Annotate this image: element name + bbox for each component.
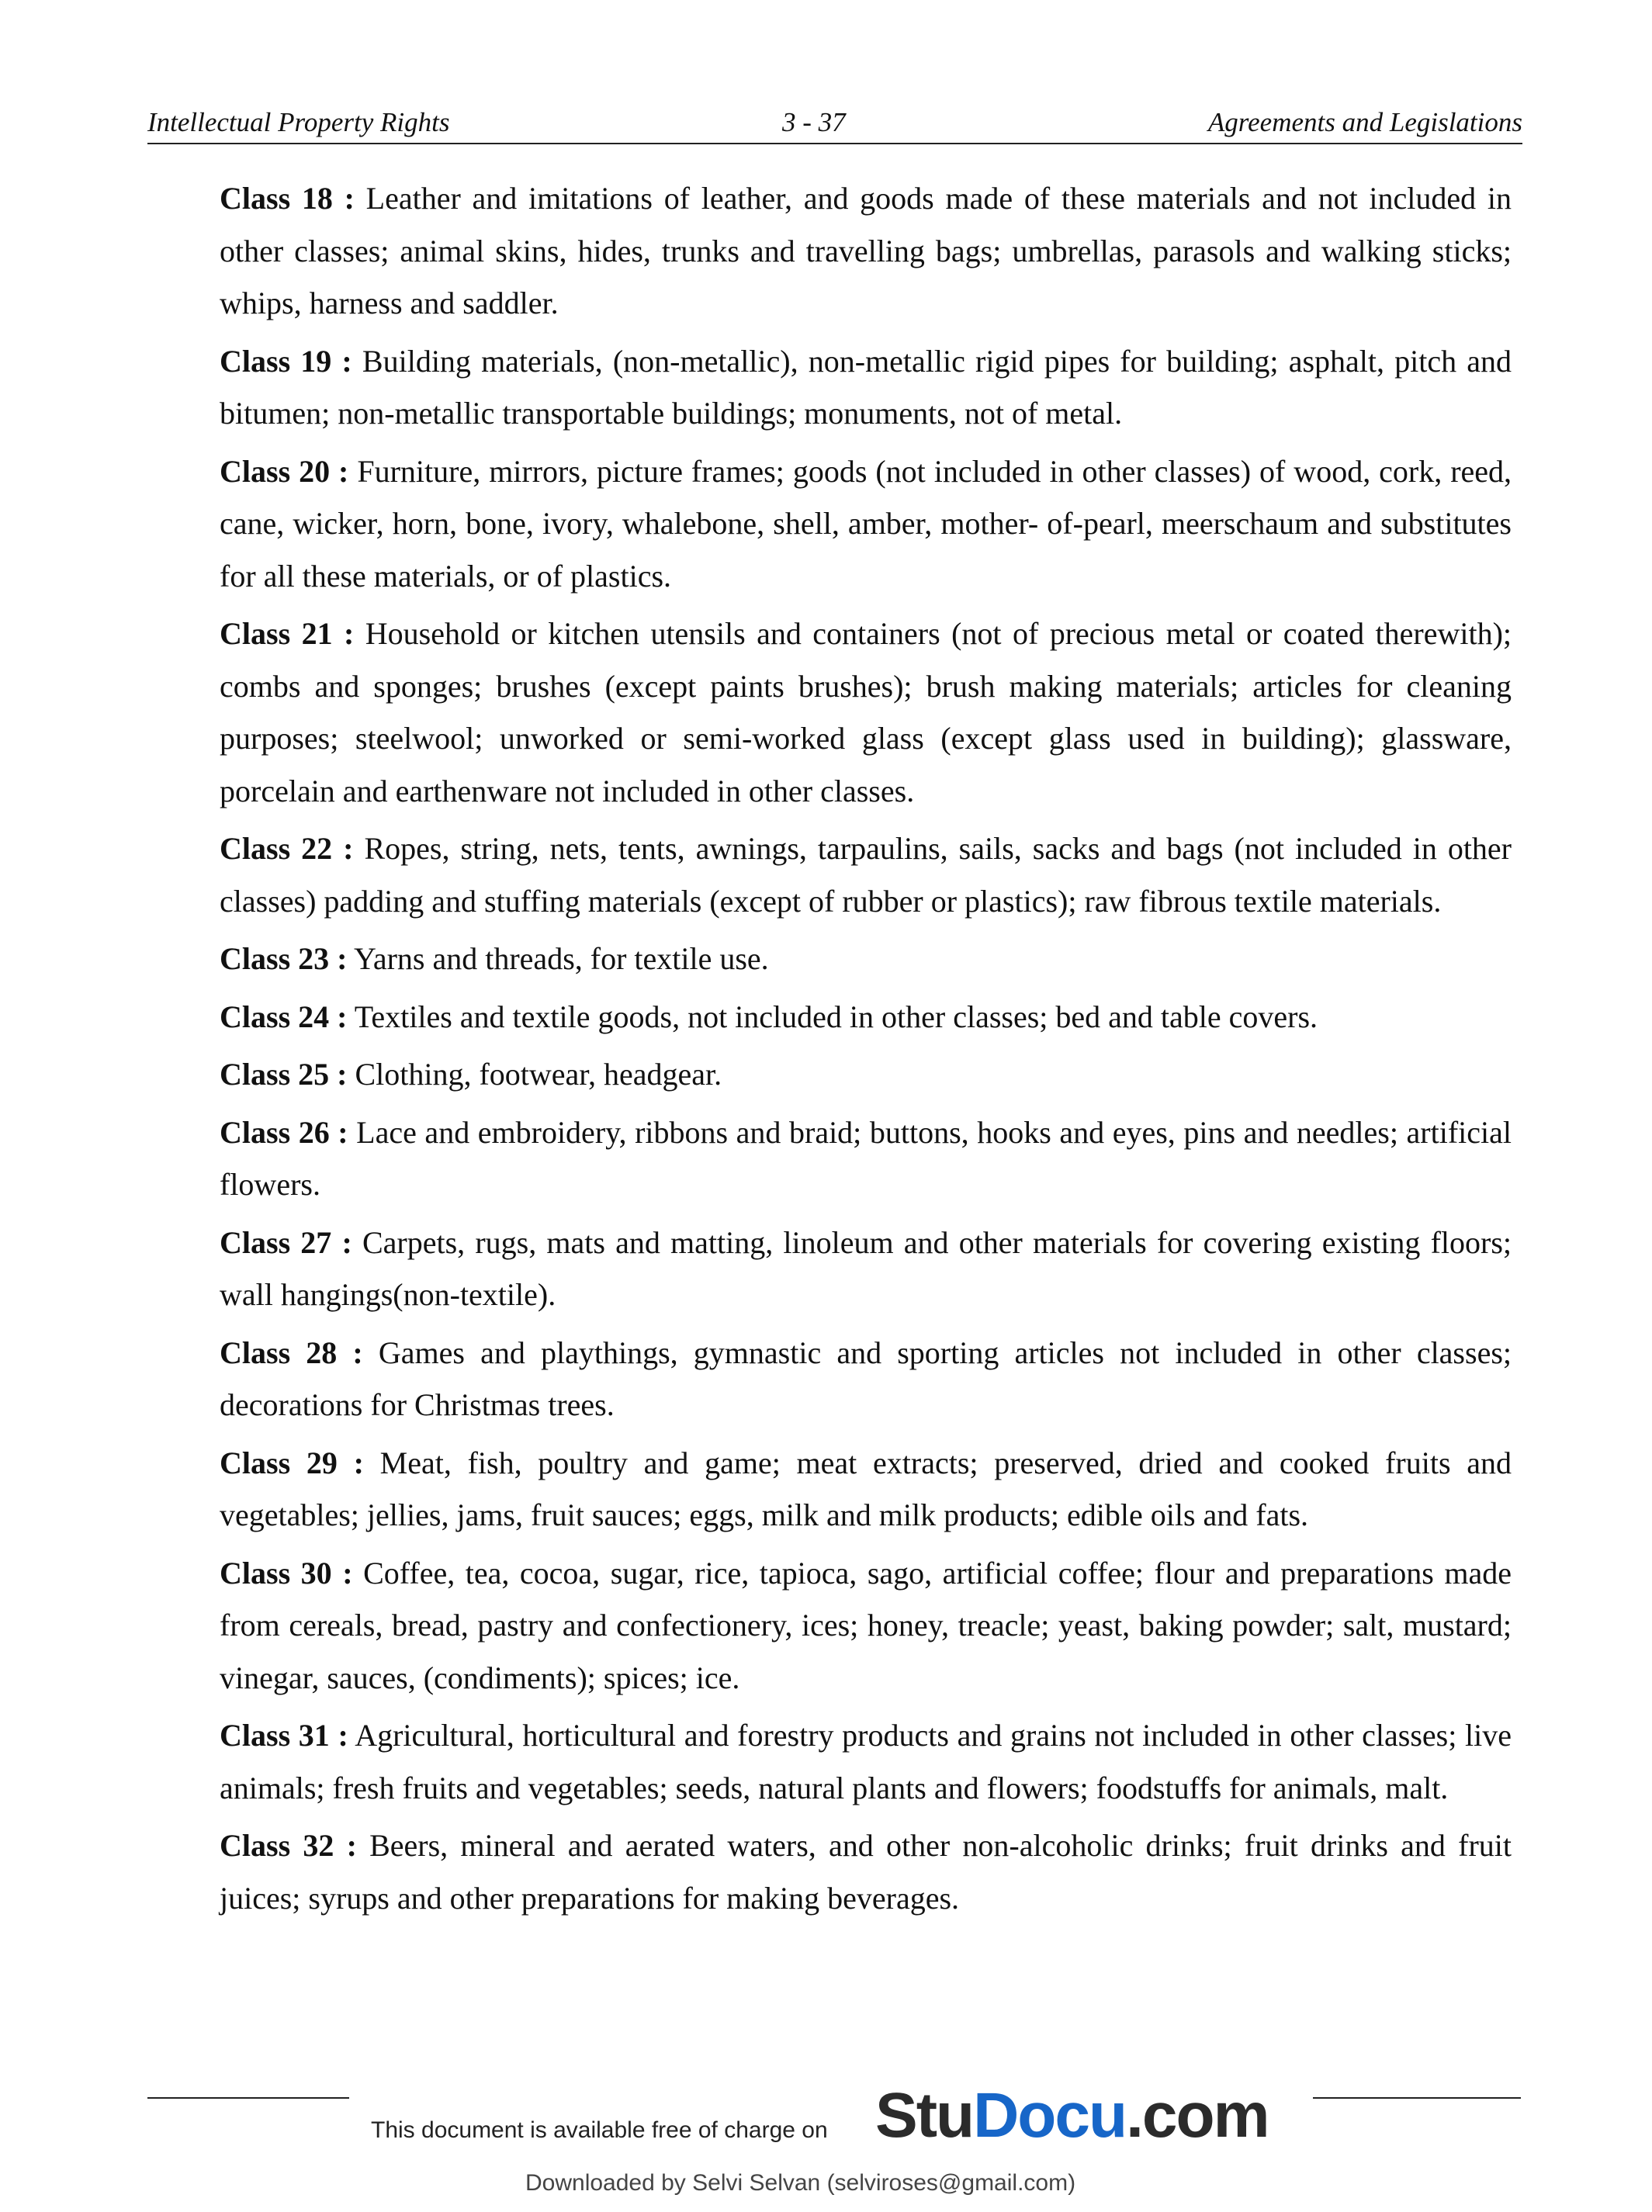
class-list <box>220 172 1512 1930</box>
class-label: Class 29 : <box>220 1445 364 1480</box>
class-description: Carpets, rugs, mats and matting, linoleum and other materials for covering existing floors; wall hangings(non-textile). <box>220 1224 1512 1312</box>
class-entry <box>220 991 1512 1044</box>
class-entry <box>220 1547 1512 1705</box>
class-description: Yarns and threads, for textile use. <box>353 941 769 976</box>
class-entry <box>220 608 1512 817</box>
class-label: Class 21 : <box>220 616 355 651</box>
class-label: Class 27 : <box>220 1224 352 1260</box>
logo-text-com: .com <box>1126 2080 1269 2151</box>
class-entry <box>220 1048 1512 1101</box>
class-label: Class 32 : <box>220 1828 357 1863</box>
class-label: Class 23 : <box>220 941 348 976</box>
class-description: Meat, fish, poultry and game; meat extracts; preserved, dried and cooked fruits and vegetables; jellies, jams, fruit sauces; eggs, milk and milk products; edible oils and fats. <box>220 1445 1512 1532</box>
class-entry <box>220 933 1512 985</box>
class-label: Class 26 : <box>220 1114 348 1150</box>
class-description: Furniture, mirrors, picture frames; goods (not included in other classes) of wood, cork, reed, cane, wicker, horn, bone, ivory, whalebone, shell, amber, mother- of-pearl, meerschaum and substitutes for all these materials, or of plastics. <box>220 453 1512 594</box>
studocu-logo[interactable] <box>875 2080 1269 2151</box>
class-description: Clothing, footwear, headgear. <box>355 1057 722 1092</box>
header-book-title: Intellectual Property Rights <box>147 107 450 137</box>
class-entry <box>220 822 1512 927</box>
class-description: Coffee, tea, cocoa, sugar, rice, tapioca, sago, artificial coffee; flour and preparations made from cereals, bread, pastry and confectionery, ices; honey, treacle; yeast, baking powder; salt, mustard; vinegar, sauces, (condiments); spices; ice. <box>220 1555 1512 1695</box>
class-description: Building materials, (non-metallic), non-metallic rigid pipes for building; asphalt, pitch and bitumen; non-metallic transportable buildings; monuments, not of metal. <box>220 343 1512 431</box>
class-description: Household or kitchen utensils and containers (not of precious metal or coated therewith); combs and sponges; brushes (except paints brushes); brush making materials; articles for cleaning purposes; steelwool; unworked or semi-worked glass (except glass used in building); glassware, porcelain and earthenware not included in other classes. <box>220 616 1512 808</box>
logo-text-docu: Docu <box>973 2080 1127 2151</box>
class-entry <box>220 1819 1512 1924</box>
class-entry <box>220 1217 1512 1321</box>
class-description: Agricultural, horticultural and forestry products and grains not included in other classes; live animals; fresh fruits and vegetables; seeds, natural plants and flowers; foodstuffs for animals, malt. <box>220 1718 1512 1805</box>
footer-availability-text: This document is available free of charge on <box>371 2117 828 2143</box>
class-entry <box>220 1327 1512 1431</box>
header-page-number: 3 - 37 <box>782 107 846 137</box>
class-entry <box>220 1709 1512 1814</box>
class-entry <box>220 1437 1512 1542</box>
footer-download-info: Downloaded by Selvi Selvan (selviroses@gmail.com) <box>525 2170 1076 2196</box>
class-description: Textiles and textile goods, not included in other classes; bed and table covers. <box>354 999 1318 1034</box>
class-description: Beers, mineral and aerated waters, and other non-alcoholic drinks; fruit drinks and fruit juices; syrups and other preparations for making beverages. <box>220 1828 1512 1916</box>
class-label: Class 22 : <box>220 831 354 866</box>
class-description: Leather and imitations of leather, and goods made of these materials and not included in other classes; animal skins, hides, trunks and travelling bags; umbrellas, parasols and walking sticks; whips, harness and saddler. <box>220 181 1512 320</box>
class-label: Class 30 : <box>220 1555 353 1591</box>
footer-divider-right <box>1313 2097 1521 2099</box>
class-label: Class 19 : <box>220 343 352 379</box>
footer-divider-left <box>147 2097 349 2099</box>
class-entry <box>220 1106 1512 1211</box>
class-label: Class 18 : <box>220 181 355 216</box>
class-entry <box>220 172 1512 330</box>
header-chapter-title: Agreements and Legislations <box>1207 107 1522 137</box>
class-entry <box>220 335 1512 440</box>
page-header <box>147 104 1522 144</box>
class-label: Class 25 : <box>220 1057 348 1092</box>
class-label: Class 24 : <box>220 999 348 1034</box>
class-label: Class 28 : <box>220 1334 363 1370</box>
class-label: Class 31 : <box>220 1718 348 1753</box>
class-entry <box>220 445 1512 603</box>
class-description: Games and playthings, gymnastic and sporting articles not included in other classes; decorations for Christmas trees. <box>220 1334 1512 1422</box>
class-description: Lace and embroidery, ribbons and braid; buttons, hooks and eyes, pins and needles; artificial flowers. <box>220 1114 1512 1202</box>
class-description: Ropes, string, nets, tents, awnings, tarpaulins, sails, sacks and bags (not included in other classes) padding and stuffing materials (except of rubber or plastics); raw fibrous textile materials. <box>220 831 1512 919</box>
logo-text-stu: Stu <box>875 2080 974 2151</box>
class-label: Class 20 : <box>220 453 349 489</box>
